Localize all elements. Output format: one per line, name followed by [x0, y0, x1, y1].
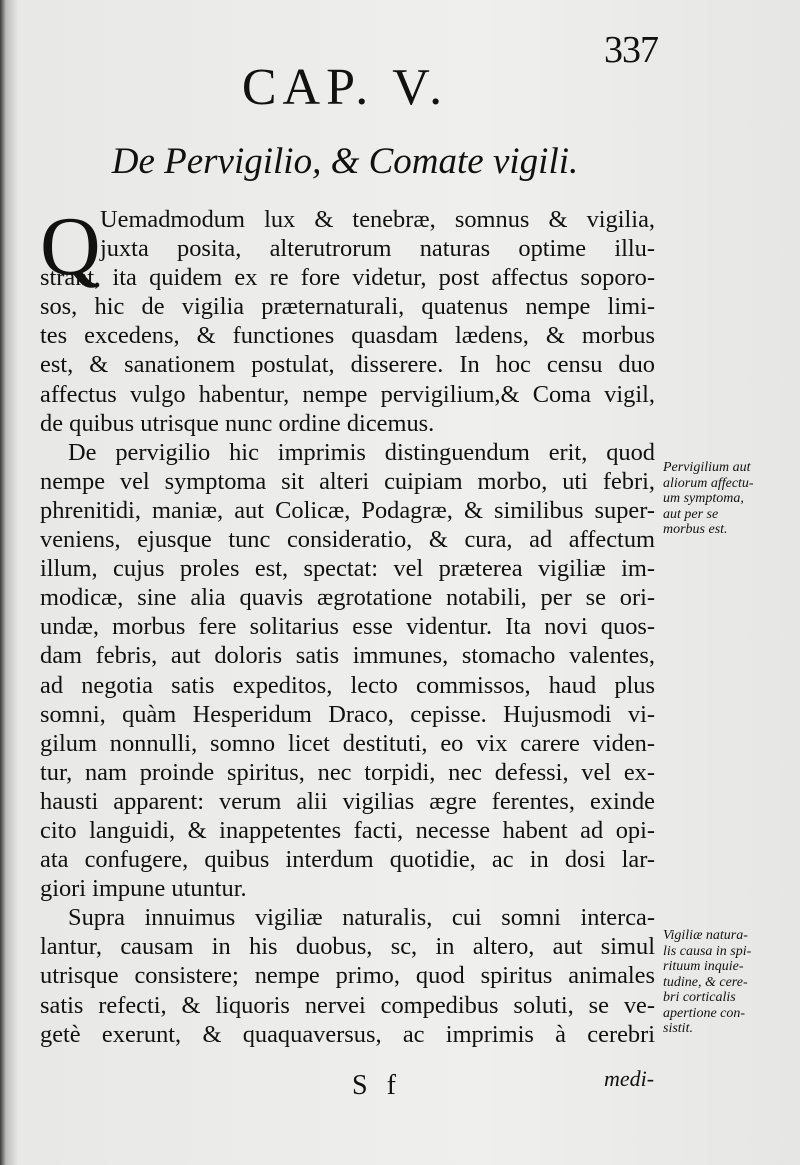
catchword: medi-	[604, 1066, 655, 1091]
text-line: illum, cujus proles est, spectat: vel præterea vigiliæ im-	[40, 555, 655, 583]
margin-note-line: bri corticalis	[663, 990, 736, 1005]
text-line: sos, hic de vigilia præternaturali, quatenus nempe limi-	[40, 293, 655, 321]
text-line: tur, nam proinde spiritus, nec torpidi, nec defessi, vel ex-	[40, 758, 655, 786]
margin-note-line: aliorum affectu-	[663, 475, 754, 491]
margin-note	[663, 460, 793, 538]
signature-mark: S f	[352, 1070, 402, 1101]
text-line: getè exerunt, & quaquaversus, ac imprimis à cerebri	[40, 1020, 655, 1048]
margin-note-line: Vigiliæ natura-	[663, 928, 748, 943]
text-line: De pervigilio hic imprimis distinguendum erit, quod	[68, 438, 655, 466]
margin-note-line: tudine, & cere-	[663, 974, 748, 990]
text-line: affectus vulgo habentur, nempe pervigilium,& Coma vigil,	[40, 380, 655, 408]
margin-note-line: um symptoma,	[663, 491, 744, 506]
margin-note-line: morbus est.	[663, 522, 728, 537]
text-line: cito languidi, & inappetentes facti, necesse habent ad opi-	[40, 816, 655, 844]
text-line: undæ, morbus fere solitarius esse videntur. Ita novi quos-	[40, 613, 655, 641]
text-line: gilum nonnulli, somno licet destituti, eo vix carere viden-	[40, 729, 655, 757]
page-number: 337	[604, 29, 658, 71]
text-line: lantur, causam in his duobus, sc, in altero, aut simul	[40, 933, 655, 961]
text-line: juxta posita, alterutrorum naturas optime illu-	[100, 235, 655, 263]
text-line: Uemadmodum lux & tenebræ, somnus & vigilia,	[100, 206, 655, 233]
text-line: somni, quàm Hesperidum Draco, cepisse. Hujusmodi vi-	[40, 700, 655, 728]
margin-note-line: rituum inquie-	[663, 959, 744, 974]
text-line: satis refecti, & liquoris nervei compedibus soluti, se ve-	[40, 991, 655, 1019]
margin-note-line: apertione con-	[663, 1005, 746, 1021]
chapter-subtitle: De Pervigilio, & Comate vigili.	[111, 141, 579, 182]
text-line: ata confugere, quibus interdum quotidie, ac in dosi lar-	[40, 846, 655, 874]
margin-note	[663, 928, 793, 1037]
text-line: phrenitidi, maniæ, aut Colicæ, Podagræ, & similibus super-	[40, 496, 655, 524]
margin-note-line: sistit.	[663, 1021, 693, 1036]
text-line: giori impune utuntur.	[40, 875, 247, 903]
text-line: est, & sanationem postulat, disserere. In hoc censu duo	[40, 351, 655, 379]
margin-note-line: lis causa in spi-	[663, 943, 752, 959]
text-line: strant, ita quidem ex re fore videtur, post affectus soporo-	[40, 264, 655, 292]
text-line: Supra innuimus vigiliæ naturalis, cui somni interca-	[68, 904, 655, 932]
text-line: hausti apparent: verum alii vigilias ægre ferentes, exinde	[40, 787, 655, 815]
margin-note-line: aut per se	[663, 506, 719, 522]
text-line: modicæ, sine alia quavis ægrotatione notabili, per se ori-	[40, 584, 655, 612]
text-line: ad negotia satis expeditos, lecto commissos, haud plus	[40, 671, 655, 699]
text-line: tes excedens, & functiones quasdam lædens, & morbus	[40, 322, 655, 350]
text-line: nempe vel symptoma sit alteri cuipiam morbo, uti febri,	[40, 467, 655, 495]
text-line: dam febris, aut doloris satis immunes, stomacho valentes,	[40, 642, 655, 670]
chapter-heading: CAP. V.	[241, 59, 449, 116]
text-line: de quibus utrisque nunc ordine dicemus.	[40, 409, 435, 437]
body-text	[40, 200, 655, 1049]
text-line: utrisque consistere; nempe primo, quod spiritus animales	[40, 962, 655, 990]
drop-cap: Q	[40, 200, 101, 293]
text-line: veniens, ejusque tunc consideratio, & cura, ad affectum	[40, 526, 655, 554]
margin-note-line: Pervigilium aut	[663, 460, 751, 475]
